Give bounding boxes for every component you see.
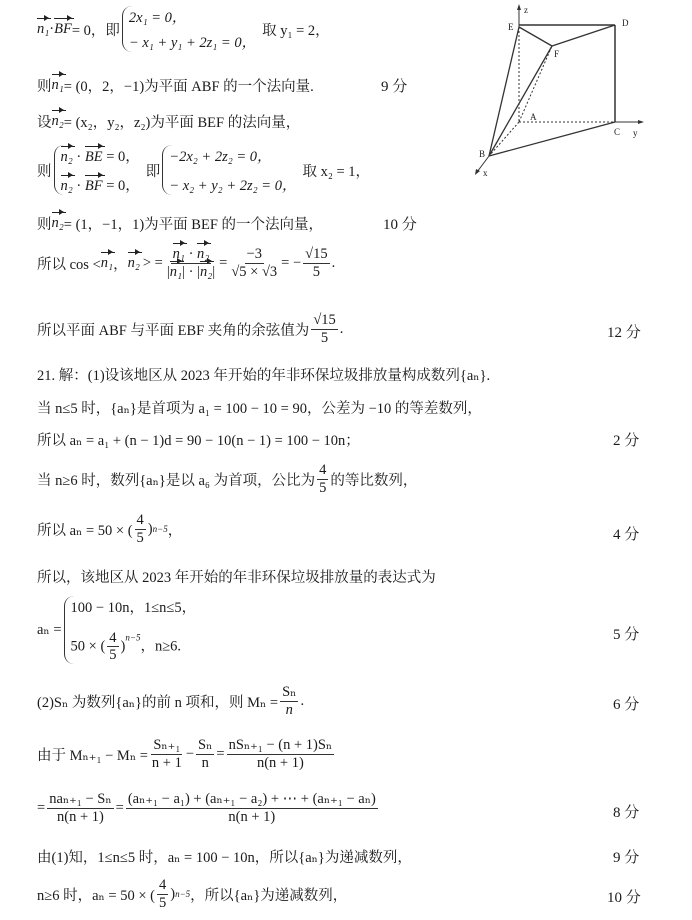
line-1	[37, 6, 330, 52]
line-19	[37, 877, 347, 911]
vector-bf: BF	[54, 20, 72, 37]
text: 所以平面 ABF 与平面 EBF 夹角的余弦值为	[37, 322, 310, 339]
text: 当 n≥6 时，数列{aₙ}是以 a₆ 为首项，公比为	[37, 472, 316, 489]
fraction: $\frac{\text{naₙ₊₁ − Sₙ}}{n(n + 1)}$	[49, 791, 112, 825]
text: = 0，即	[71, 22, 120, 39]
line-13: 所以，该地区从 2023 年开始的年非环保垃圾排放量的表达式为	[37, 570, 436, 586]
text: =	[115, 799, 124, 816]
line-15	[37, 684, 304, 718]
label-A: A	[530, 112, 537, 122]
text: )	[147, 520, 153, 537]
text: 则	[37, 79, 52, 95]
label-z: z	[524, 5, 528, 15]
label-E: E	[508, 22, 514, 32]
line-12	[37, 512, 182, 546]
equation: −2x₂ + 2z₂ = 0，	[169, 149, 272, 165]
text: −	[185, 745, 195, 762]
fraction: $\frac{4}{5}$	[319, 462, 327, 496]
line-8: 21. 解：(1)设该地区从 2023 年开始的年非环保垃圾排放量构成数列{aₙ}.	[37, 368, 491, 384]
label-x: x	[483, 168, 488, 178]
vector-n1: n₁	[100, 254, 114, 271]
z-arrow-icon	[517, 4, 521, 10]
y-arrow-icon	[638, 120, 644, 124]
score: 5 分	[613, 627, 640, 643]
condition: n₂ · BF = 0，	[60, 178, 140, 194]
fraction: $\frac{√15}{5}$	[313, 312, 336, 346]
line-16	[37, 737, 336, 771]
label-D: D	[622, 18, 629, 28]
score: 2 分	[613, 433, 640, 449]
equation-system	[122, 6, 256, 52]
edge-BF	[489, 46, 552, 156]
line-17	[37, 791, 380, 825]
line-3	[37, 111, 300, 132]
vector-n2: n₂	[127, 254, 140, 271]
line-9: 当 n≤5 时，{aₙ}是首项为 a₁ = 100 − 10 = 90，公差为 −10 的等差数列，	[37, 401, 482, 417]
x-arrow-icon	[475, 169, 480, 175]
line-18: 由(1)知，1≤n≤5 时，aₙ = 100 − 10n，所以{aₙ}为递减数列，	[37, 850, 412, 866]
vector-n2: n₂	[51, 215, 64, 231]
line-2	[37, 75, 314, 96]
text: 所以 aₙ = 50 × (	[37, 522, 133, 539]
score: 9 分	[381, 79, 408, 95]
line-11	[37, 462, 417, 496]
label-C: C	[614, 127, 621, 137]
fraction: $\frac{4}{5}$	[158, 877, 167, 911]
fraction: $\frac{\text{(aₙ₊₁ − a₁) + (aₙ₊₁ − a₂) + ⋯ + (aₙ₊₁ − aₙ)}}{n(n + 1)}$	[127, 791, 376, 825]
edge-EF	[519, 27, 552, 46]
text: .	[339, 320, 344, 337]
line-6	[37, 246, 335, 280]
text: aₙ =	[37, 621, 62, 638]
text: =	[219, 254, 228, 271]
edge-FD	[552, 25, 615, 46]
vector-n1: n₁	[51, 77, 64, 93]
case: 50 × ( $\frac{4}{5}$ )$^{n-5}$，n≥6.	[70, 629, 182, 664]
case: 100 − 10n，1≤n≤5，	[70, 600, 197, 616]
text: =	[216, 745, 225, 762]
text: 则	[37, 163, 52, 180]
text: 的等比数列，	[330, 472, 418, 489]
text: 设	[37, 115, 52, 131]
text: (2)Sₙ 为数列{aₙ}的前 n 项和，则 Mₙ =	[37, 694, 279, 711]
text: n≥6 时，aₙ = 50 × (	[37, 887, 155, 904]
line-5	[37, 213, 323, 234]
fraction: $\frac{\text{nSₙ₊₁ − (n + 1)Sₙ}}{n(n + 1)}$	[228, 737, 333, 771]
text: 取 x₂ = 1，	[302, 163, 371, 180]
label-y: y	[633, 128, 638, 138]
label-F: F	[554, 49, 560, 59]
vector-n1: n₁	[37, 20, 50, 37]
text: 所以 cos <	[37, 256, 101, 273]
equation: 2x₁ = 0，	[128, 10, 187, 26]
text: ，	[167, 522, 183, 539]
text: .	[331, 254, 336, 271]
geometry-diagram	[460, 0, 692, 190]
edge-BC	[489, 122, 615, 156]
fraction: $\frac{\text{Sₙ₊₁}}{n + 1}$	[151, 737, 182, 771]
score: 8 分	[613, 805, 640, 821]
equation-system	[162, 145, 296, 195]
score: 6 分	[613, 697, 640, 713]
equation: − x₂ + y₂ + 2z₂ = 0，	[169, 178, 297, 194]
text: 则	[37, 217, 52, 233]
edge-BE	[489, 27, 519, 156]
fraction: $\frac{\text{Sₙ}}{n}$	[198, 737, 213, 771]
dot: ·	[49, 20, 55, 37]
condition-system	[54, 145, 140, 195]
score: 12 分	[607, 325, 641, 341]
fraction: $\frac{4}{5}$	[136, 512, 144, 546]
label-B: B	[479, 149, 486, 159]
text: = (1，−1，1)为平面 BEF 的一个法向量，	[63, 217, 324, 233]
text: .	[300, 692, 305, 709]
text: = −	[281, 254, 302, 271]
text: = (x₂，y₂，z₂)为平面 BEF 的法向量，	[63, 115, 301, 131]
text: > =	[142, 254, 163, 271]
text: 取 y₁ = 2，	[262, 22, 330, 39]
exponent: n−5	[175, 889, 191, 900]
vector-n2: n₂	[51, 113, 64, 129]
line-10: 所以 aₙ = a₁ + (n − 1)d = 90 − 10(n − 1) = 100 − 10n；	[37, 433, 360, 449]
line-4	[37, 145, 370, 195]
equation: − x₁ + y₁ + 2z₁ = 0，	[128, 35, 257, 51]
exponent: n−5	[152, 524, 168, 535]
fraction: $\frac{\text{Sₙ}}{n}$	[282, 684, 297, 718]
text: = (0，2，−1)为平面 ABF 的一个法向量.	[63, 79, 314, 95]
condition: n₂ · BE = 0，	[60, 149, 140, 165]
score: 10 分	[607, 890, 641, 906]
text: ，	[113, 256, 128, 273]
score: 9 分	[613, 850, 640, 866]
text: =	[37, 799, 46, 816]
edge-AF	[519, 46, 552, 122]
line-7	[37, 312, 343, 346]
fraction: $\frac{\text{n₁ · n₂}}{\text{|n₁| · |n₂|}}$	[166, 246, 216, 280]
text: 即	[145, 163, 161, 180]
piecewise-cases	[64, 596, 197, 664]
text: ，所以{aₙ}为递减数列，	[190, 887, 348, 904]
text: )	[170, 885, 176, 902]
score: 10 分	[383, 217, 417, 233]
score: 4 分	[613, 527, 640, 543]
text: 由于 Mₙ₊₁ − Mₙ =	[37, 747, 148, 764]
line-14	[37, 596, 198, 664]
fraction: $\frac{√15}{5}$	[305, 246, 328, 280]
fraction: $\frac{-3}{√5 \times √3}$	[231, 246, 278, 280]
